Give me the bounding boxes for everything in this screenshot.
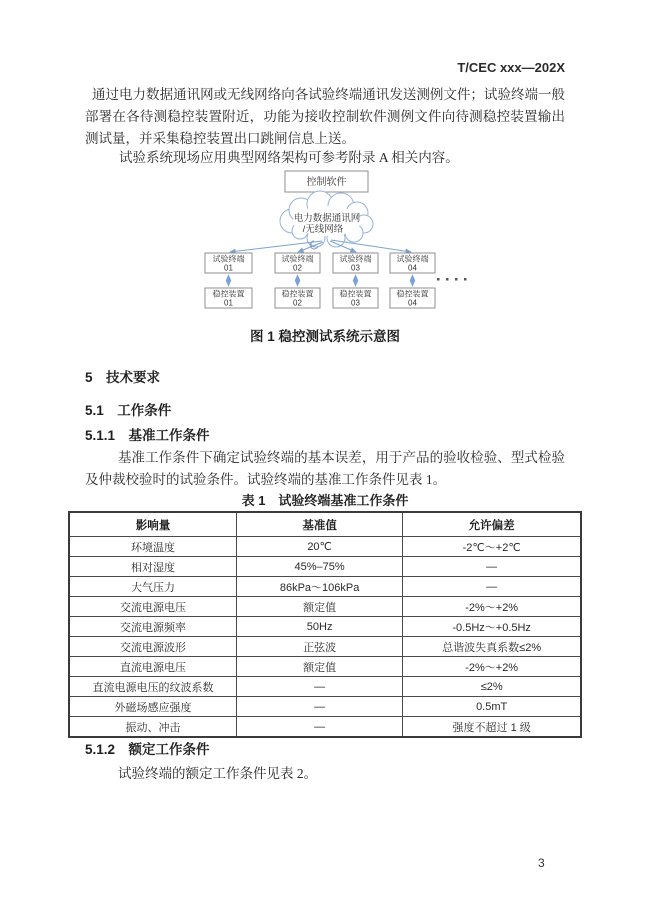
svg-text:02: 02 <box>293 263 302 273</box>
table-header-row <box>69 512 581 537</box>
svg-text:试验终端: 试验终端 <box>396 254 429 264</box>
terminal-box-02 <box>275 253 320 273</box>
svg-text:稳控装置: 稳控装置 <box>281 289 314 299</box>
cell: 直流电源电压 <box>69 657 236 677</box>
table-1-reference-working-conditions <box>68 511 582 738</box>
cell: ≤2% <box>403 677 581 697</box>
cell: -2℃～+2℃ <box>403 537 581 557</box>
device-box-03 <box>333 288 378 308</box>
table-row <box>69 617 581 637</box>
svg-text:02: 02 <box>293 298 302 308</box>
cell: — <box>403 577 581 597</box>
cell: 86kPa～106kPa <box>236 577 402 597</box>
svg-text:稳控装置: 稳控装置 <box>212 289 245 299</box>
terminal-box-01 <box>205 253 252 273</box>
cell: — <box>236 697 402 717</box>
svg-text:03: 03 <box>351 298 360 308</box>
cell: — <box>236 677 402 697</box>
cell: -2%～+2% <box>403 657 581 677</box>
svg-text:试验终端: 试验终端 <box>281 254 314 264</box>
ellipsis-dots <box>437 278 467 281</box>
table-1-title: 表 1 试验终端基准工作条件 <box>241 493 409 508</box>
col-header-influence: 影响量 <box>69 512 236 537</box>
cell: 交流电源频率 <box>69 617 236 637</box>
page-number: 3 <box>538 856 545 870</box>
terminal-box-03 <box>333 253 378 273</box>
svg-text:01: 01 <box>224 263 233 273</box>
cell: 相对湿度 <box>69 557 236 577</box>
network-label-line2: /无线网络 <box>302 224 344 235</box>
svg-text:03: 03 <box>351 263 360 273</box>
paragraph-intro: 通过电力数据通讯网或无线网络向各试验终端通讯发送测例文件；试验终端一般部署在各待测稳控装置附近，功能为接收控制软件测例文件向待测稳控装置输出测试量，并采集稳控装置出口跳闸信息上送。 <box>85 87 565 146</box>
table-row <box>69 577 581 597</box>
table-row <box>69 677 581 697</box>
network-cloud <box>280 191 373 249</box>
table-row <box>69 557 581 577</box>
svg-text:稳控装置: 稳控装置 <box>396 289 429 299</box>
control-software-label: 控制软件 <box>306 177 347 188</box>
cell: 额定值 <box>236 597 402 617</box>
table-row <box>69 637 581 657</box>
cell: 振动、冲击 <box>69 717 236 738</box>
paragraph-5-1-1: 基准工作条件下确定试验终端的基本误差，用于产品的验收检验、型式检验及仲裁校验时的试验条件。试验终端的基准工作条件见表 1。 <box>85 450 565 487</box>
svg-text:稳控装置: 稳控装置 <box>339 289 372 299</box>
figure-caption: 图 1 稳控测试系统示意图 <box>249 329 400 344</box>
cell: — <box>236 717 402 738</box>
svg-text:04: 04 <box>408 298 417 308</box>
device-box-01 <box>205 288 252 308</box>
cell: -0.5Hz～+0.5Hz <box>403 617 581 637</box>
cell: 强度不超过 1 级 <box>403 717 581 738</box>
svg-text:04: 04 <box>408 263 417 273</box>
cell: 外磁场感应强度 <box>69 697 236 717</box>
cell: 20℃ <box>236 537 402 557</box>
doc-number: T/CEC xxx—202X <box>457 60 565 75</box>
cell: 直流电源电压的纹波系数 <box>69 677 236 697</box>
cell: 交流电源电压 <box>69 597 236 617</box>
svg-text:试验终端: 试验终端 <box>339 254 372 264</box>
table-row <box>69 717 581 738</box>
section-heading-5-1-1: 5.1.1 基准工作条件 <box>85 428 210 443</box>
col-header-reference: 基准值 <box>236 512 402 537</box>
section-heading-5: 5 技术要求 <box>85 370 161 385</box>
cell: 正弦波 <box>236 637 402 657</box>
paragraph-network-ref: 试验系统现场应用典型网络架构可参考附录 A 相关内容。 <box>119 150 459 165</box>
network-label-line1: 电力数据通讯网 <box>293 213 361 224</box>
paragraph-5-1-2: 试验终端的额定工作条件见表 2。 <box>118 766 318 781</box>
cell: 总谐波失真系数≤2% <box>403 637 581 657</box>
figure-1-diagram <box>68 168 582 320</box>
cell: -2%～+2% <box>403 597 581 617</box>
table-row <box>69 537 581 557</box>
device-box-02 <box>275 288 320 308</box>
table-row <box>69 697 581 717</box>
arrow-network-to-terminal-01 <box>230 241 322 252</box>
device-box-04 <box>390 288 435 308</box>
cell: 0.5mT <box>403 697 581 717</box>
section-heading-5-1: 5.1 工作条件 <box>85 403 172 418</box>
terminal-box-04 <box>390 253 435 273</box>
col-header-deviation: 允许偏差 <box>403 512 581 537</box>
cell: 环境温度 <box>69 537 236 557</box>
cell: 额定值 <box>236 657 402 677</box>
svg-text:01: 01 <box>224 298 233 308</box>
cell: 大气压力 <box>69 577 236 597</box>
section-heading-5-1-2: 5.1.2 额定工作条件 <box>85 742 210 757</box>
svg-text:试验终端: 试验终端 <box>212 254 245 264</box>
cell: 交流电源波形 <box>69 637 236 657</box>
table-row <box>69 657 581 677</box>
cell: 50Hz <box>236 617 402 637</box>
cell: — <box>403 557 581 577</box>
table-row <box>69 597 581 617</box>
cell: 45%–75% <box>236 557 402 577</box>
